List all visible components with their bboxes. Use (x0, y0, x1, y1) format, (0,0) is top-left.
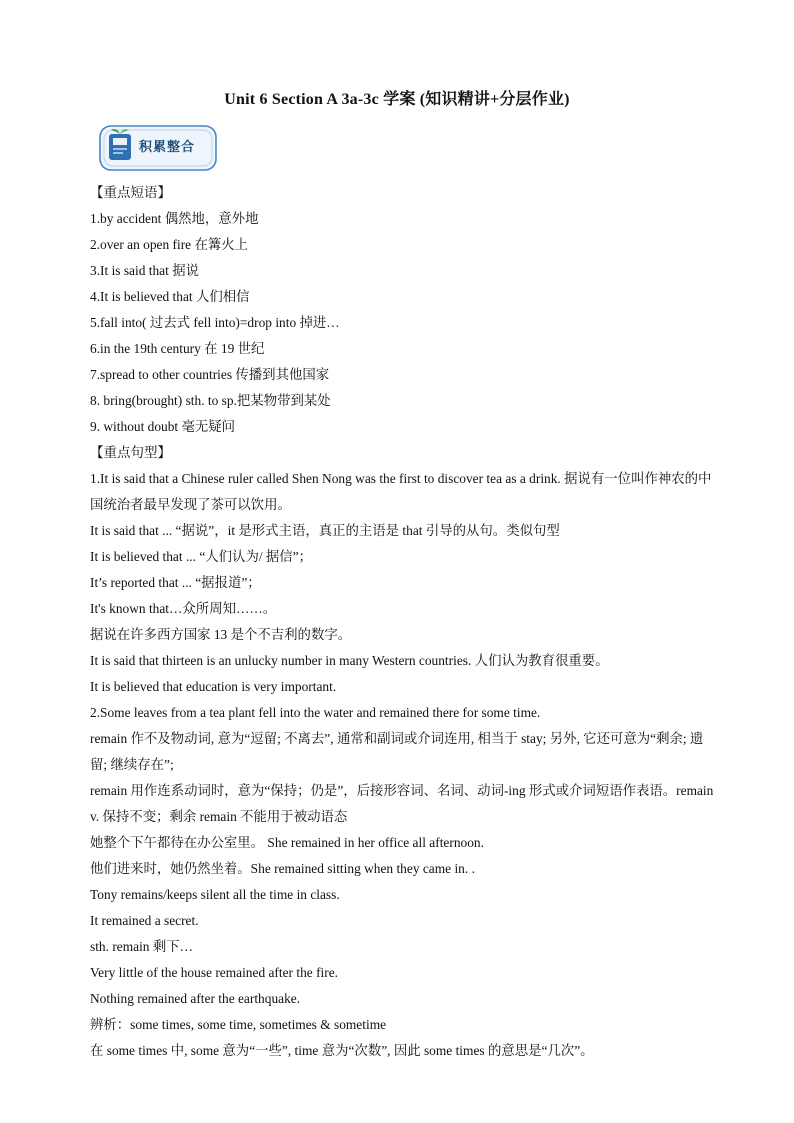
text-line: Very little of the house remained after the fire. (90, 965, 338, 980)
text-line: remain 作不及物动词, 意为“逗留; 不离去”, 通常和副词或介词连用, 相当于 stay; 另外, 它还可意为“剩余; 遗留; 继续存在”; (90, 731, 704, 772)
text-line: 5.fall into( 过去式 fell into)=drop into 掉进… (90, 315, 340, 330)
text-line: 2.Some leaves from a tea plant fell into the water and remained there for some time. (90, 705, 541, 720)
document-title: Unit 6 Section A 3a-3c 学案 (知识精讲+分层作业) (224, 91, 570, 108)
text-line: 4.It is believed that 人们相信 (90, 289, 250, 304)
text-line: It is said that thirteen is an unlucky number in many Western countries. 人们认为教育很重要。 (90, 653, 609, 668)
text-line: 他们进来时，她仍然坐着。She remained sitting when they came in. . (90, 861, 475, 876)
text-line: 1.by accident 偶然地，意外地 (90, 211, 259, 226)
text-line: remain 用作连系动词时，意为“保持；仍是”，后接形容词、名词、动词-ing 形式或介词短语作表语。remain v. 保持不变；剩余 remain 不能用于被动语态 (90, 783, 714, 824)
text-line: 据说在许多西方国家 13 是个不吉利的数字。 (90, 627, 352, 642)
text-line: It is believed that education is very important. (90, 679, 337, 694)
text-line: It's known that…众所周知……。 (90, 601, 277, 616)
text-line: 9. without doubt 毫无疑问 (90, 419, 236, 434)
section-heading: 【重点句型】 (90, 445, 171, 461)
document-body (90, 180, 715, 1064)
text-line: It’s reported that ... “据报道”； (90, 575, 261, 590)
text-line: Nothing remained after the earthquake. (90, 991, 301, 1006)
text-line: 辨析：some times, some time, sometimes & sometime (90, 1017, 387, 1032)
section-heading: 【重点短语】 (90, 185, 171, 201)
text-line: It is said that ... “据说”，it 是形式主语，真正的主语是 that 引导的从句。类似句型 (90, 523, 560, 538)
text-line: It is believed that ... “人们认为/ 据信”； (90, 549, 313, 564)
text-line: sth. remain 剩下… (90, 939, 194, 954)
text-line: 1.It is said that a Chinese ruler called Shen Nong was the first to discover tea as a drink. 据说有一位叫作神农的中国统治者最早发现了茶可以饮用。 (90, 471, 712, 512)
text-line: 2.over an open fire 在篝火上 (90, 237, 249, 252)
text-line: 7.spread to other countries 传播到其他国家 (90, 367, 330, 382)
text-line: It remained a secret. (90, 913, 199, 928)
text-line: 她整个下午都待在办公室里。 She remained in her office all afternoon. (90, 835, 484, 850)
section-badge (96, 123, 220, 173)
badge-label: 积累整合 (139, 140, 196, 155)
text-line: 在 some times 中, some 意为“一些”, time 意为“次数”, 因此 some times 的意思是“几次”。 (90, 1043, 594, 1058)
text-line: 8. bring(brought) sth. to sp.把某物带到某处 (90, 393, 331, 408)
text-line: 6.in the 19th century 在 19 世纪 (90, 341, 265, 356)
text-line: Tony remains/keeps silent all the time in class. (90, 887, 340, 902)
text-line: 3.It is said that 据说 (90, 263, 199, 278)
